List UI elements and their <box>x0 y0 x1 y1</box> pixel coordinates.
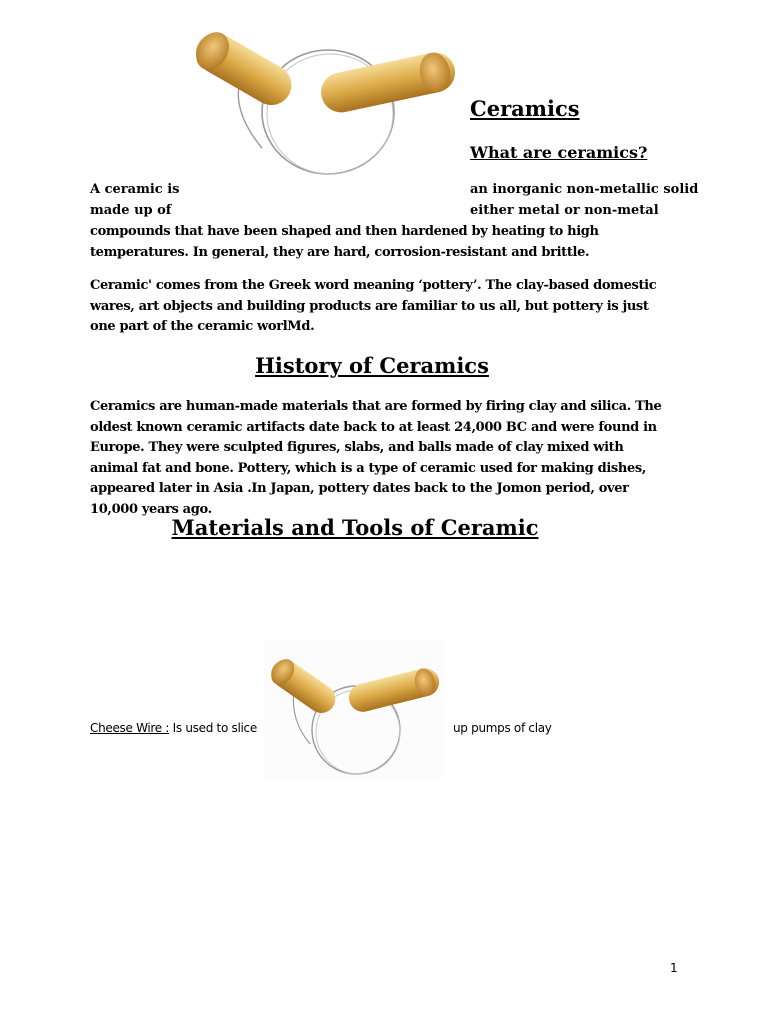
intro-line2-right: either metal or non-metal <box>470 203 659 218</box>
intro-line2-left: made up of <box>90 203 172 218</box>
cheese-wire-caption-left <box>90 721 257 735</box>
intro-paragraph: compounds that have been shaped and then hardened by heating to high temperatures. In general, they are hard, corrosion-resistant and brittle. <box>90 224 599 260</box>
page-title: Ceramics <box>470 96 580 121</box>
cheese-wire-label: Cheese Wire : <box>90 721 170 735</box>
cheese-wire-image-top <box>180 20 470 185</box>
cheese-wire-text-left: Is used to slice <box>169 721 257 735</box>
cheese-wire-image <box>264 640 444 780</box>
intro-line1-right: an inorganic non-metallic solid <box>470 182 699 197</box>
cheese-wire-text-right: up pumps of clay <box>453 721 552 735</box>
page-number: 1 <box>670 961 678 975</box>
history-heading: History of Ceramics <box>255 353 489 378</box>
page-subtitle: What are ceramics? <box>470 143 648 162</box>
materials-heading: Materials and Tools of Ceramic <box>171 515 539 540</box>
history-paragraph: Ceramics are human-made materials that are formed by firing clay and silica. The oldest known ceramic artifacts date back to at least 24,000 BC and were found in Europe. They were sculpted figures, slabs, and balls made of clay mixed with animal fat and bone. Pottery, which is a type of ceramic used for making dishes, appeared later in Asia .In Japan, pottery dates back to the Jomon period, over 10,000 years ago. <box>90 399 662 517</box>
intro-line1-left: A ceramic is <box>90 182 180 197</box>
pottery-paragraph: Ceramic' comes from the Greek word meaning ‘pottery’. The clay-based domestic wares, art objects and building products are familiar to us all, but pottery is just one part of the ceramic worlMd. <box>90 278 657 334</box>
